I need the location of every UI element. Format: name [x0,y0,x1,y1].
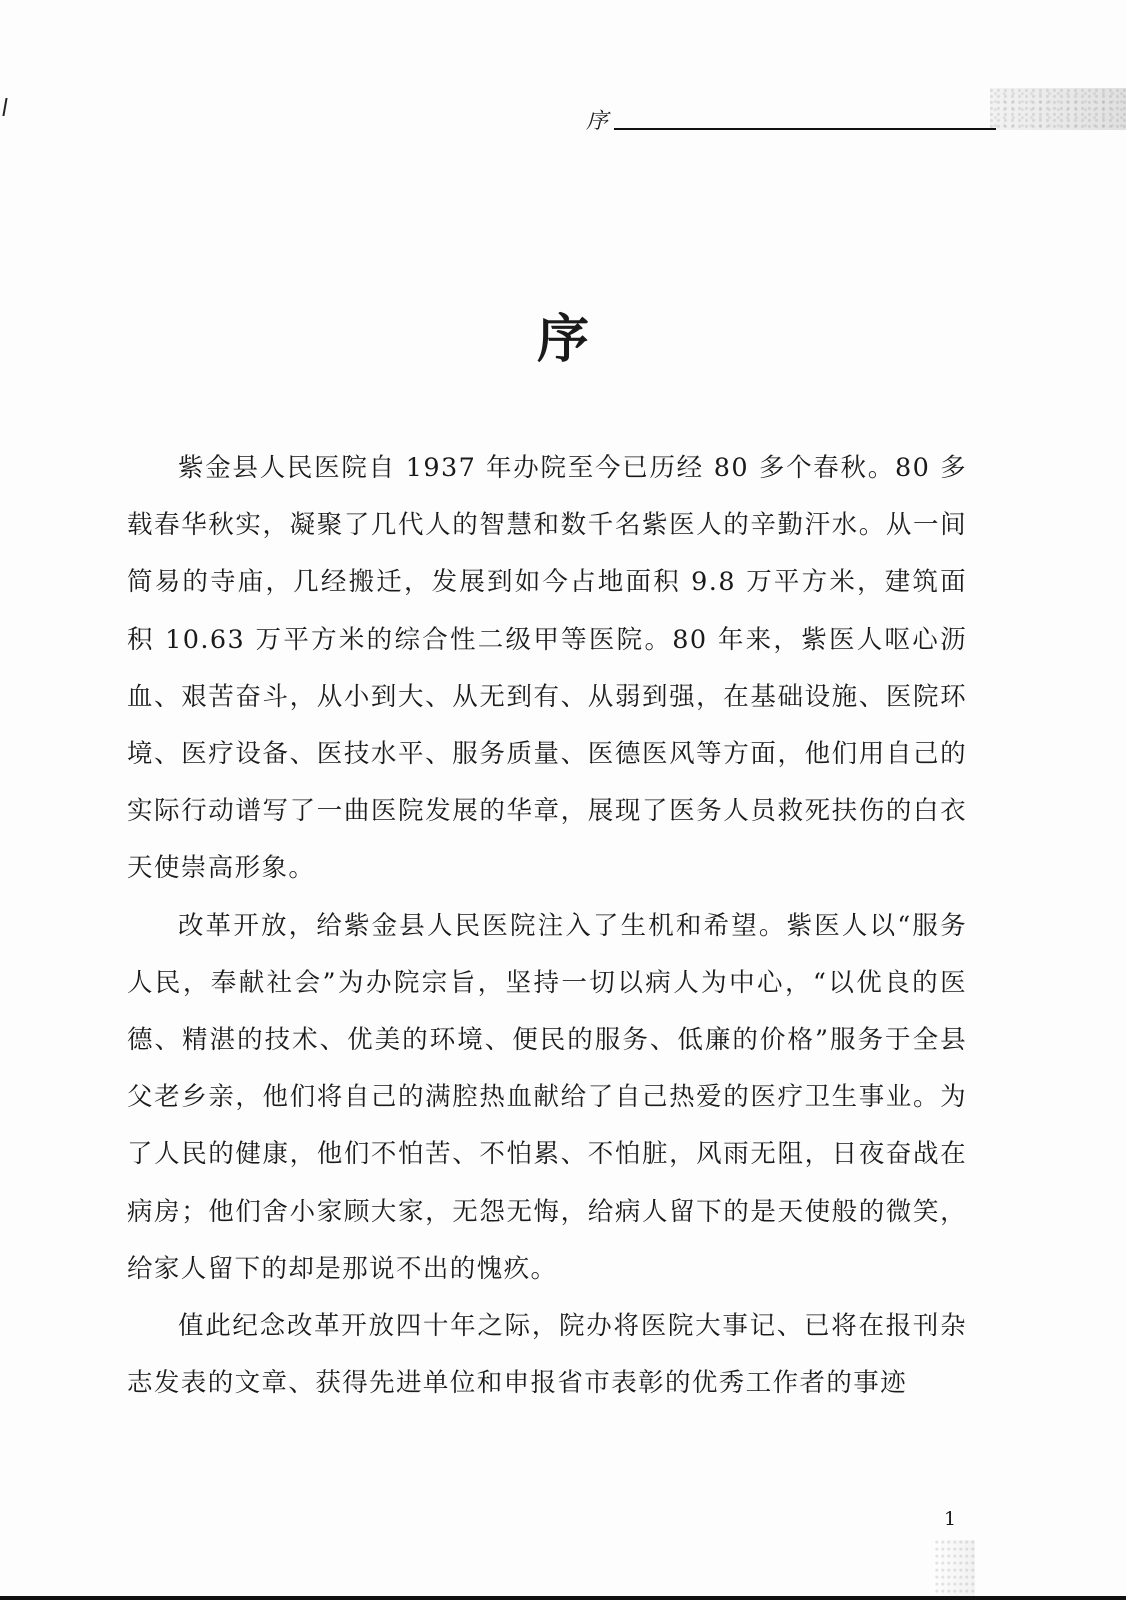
paragraph: 改革开放，给紫金县人民医院注入了生机和希望。紫医人以“服务人民，奉献社会”为办院宗旨，坚持一切以病人为中心，“以优良的医德、精湛的技术、优美的环境、便民的服务、低廉的价格”服务于全县父老乡亲，他们将自己的满腔热血献给了自己热爱的医疗卫生事业。为了人民的健康，他们不怕苦、不怕累、不怕脏，风雨无阻，日夜奋战在病房；他们舍小家顾大家，无怨无悔，给病人留下的是天使般的微笑，给家人留下的却是那说不出的愧疚。 [127,910,967,1284]
paragraph: 值此纪念改革开放四十年之际，院办将医院大事记、已将在报刊杂志发表的文章、获得先进单位和申报省市表彰的优秀工作者的事迹 [127,1311,967,1399]
paragraph: 紫金县人民医院自 1937 年办院至今已历经 80 多个春秋。80 多载春华秋实，凝聚了几代人的智慧和数千名紫医人的辛勤汗水。从一间简易的寺庙，几经搬迁，发展到如今占地面积 9.8 万平方米，建筑面积 10.63 万平方米的综合性二级甲等医院。80 年来，紫医人呕心沥血、艰苦奋斗，从小到大、从无到有、从弱到强，在基础设施、医院环境、医疗设备、医技水平、服务质量、医德医风等方面，他们用自己的实际行动谱写了一曲医院发展的华章，展现了医务人员救死扶伤的白衣天使崇高形象。 [127,453,967,884]
scan-bottom-edge [0,1596,1126,1600]
page-number: 1 [944,1508,957,1530]
body-text [127,440,967,1412]
scan-shadow-top [990,88,1126,130]
chapter-title: 序 [536,309,589,370]
running-header [580,104,996,134]
scan-shadow-bottom [935,1540,975,1600]
running-header-label: 序 [586,109,610,134]
header-rule [614,128,996,130]
scan-mark [2,98,7,116]
